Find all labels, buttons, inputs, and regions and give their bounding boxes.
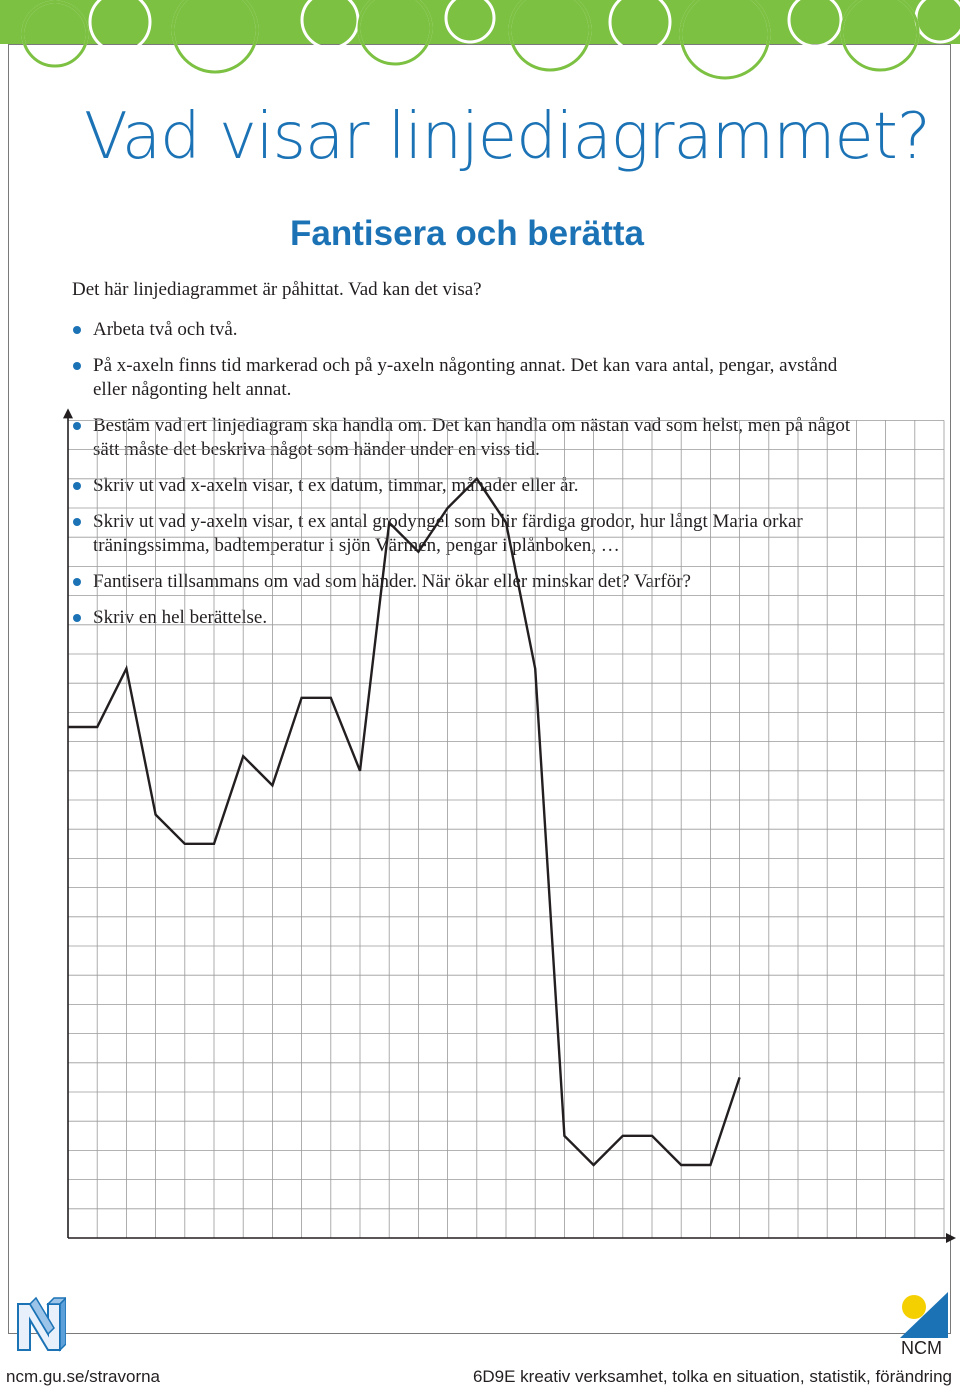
list-item: På x-axeln finns tid markerad och på y-axeln någonting annat. Det kan vara antal, pengar, avstånd eller någonting helt annat. xyxy=(72,354,872,402)
ncm-brand-text: NCM xyxy=(901,1338,942,1358)
n-logo-icon xyxy=(14,1296,66,1358)
list-item: Skriv en hel berättelse. xyxy=(72,606,872,630)
list-item: Fantisera tillsammans om vad som händer. När ökar eller minskar det? Varför? xyxy=(72,570,872,594)
list-item: Bestäm vad ert linjediagram ska handla om. Det kan handla om nästan vad som helst, men på något sätt måste det beskriva något som händer under en viss tid. xyxy=(72,414,872,462)
y-axis-arrow xyxy=(63,408,73,418)
page-title: Vad visar linjediagrammet? xyxy=(84,100,930,174)
x-axis-arrow xyxy=(946,1233,956,1243)
page-subtitle: Fantisera och berätta xyxy=(290,214,644,253)
list-item: Arbeta två och två. xyxy=(72,318,872,342)
list-item: Skriv ut vad y-axeln visar, t ex antal grodyngel som blir färdiga grodor, hur långt Maria orkar träningssimma, badtemperatur i sjön Värmen, pengar i plånboken, … xyxy=(72,510,872,558)
list-item: Skriv ut vad x-axeln visar, t ex datum, timmar, månader eller år. xyxy=(72,474,872,498)
data-series-line xyxy=(68,479,740,1165)
intro-text: Det här linjediagrammet är påhittat. Vad kan det visa? xyxy=(72,279,482,300)
footer-url: ncm.gu.se/stravorna xyxy=(6,1367,161,1386)
footer-description: 6D9E kreativ verksamhet, tolka en situation, statistik, förändring xyxy=(472,1367,952,1386)
